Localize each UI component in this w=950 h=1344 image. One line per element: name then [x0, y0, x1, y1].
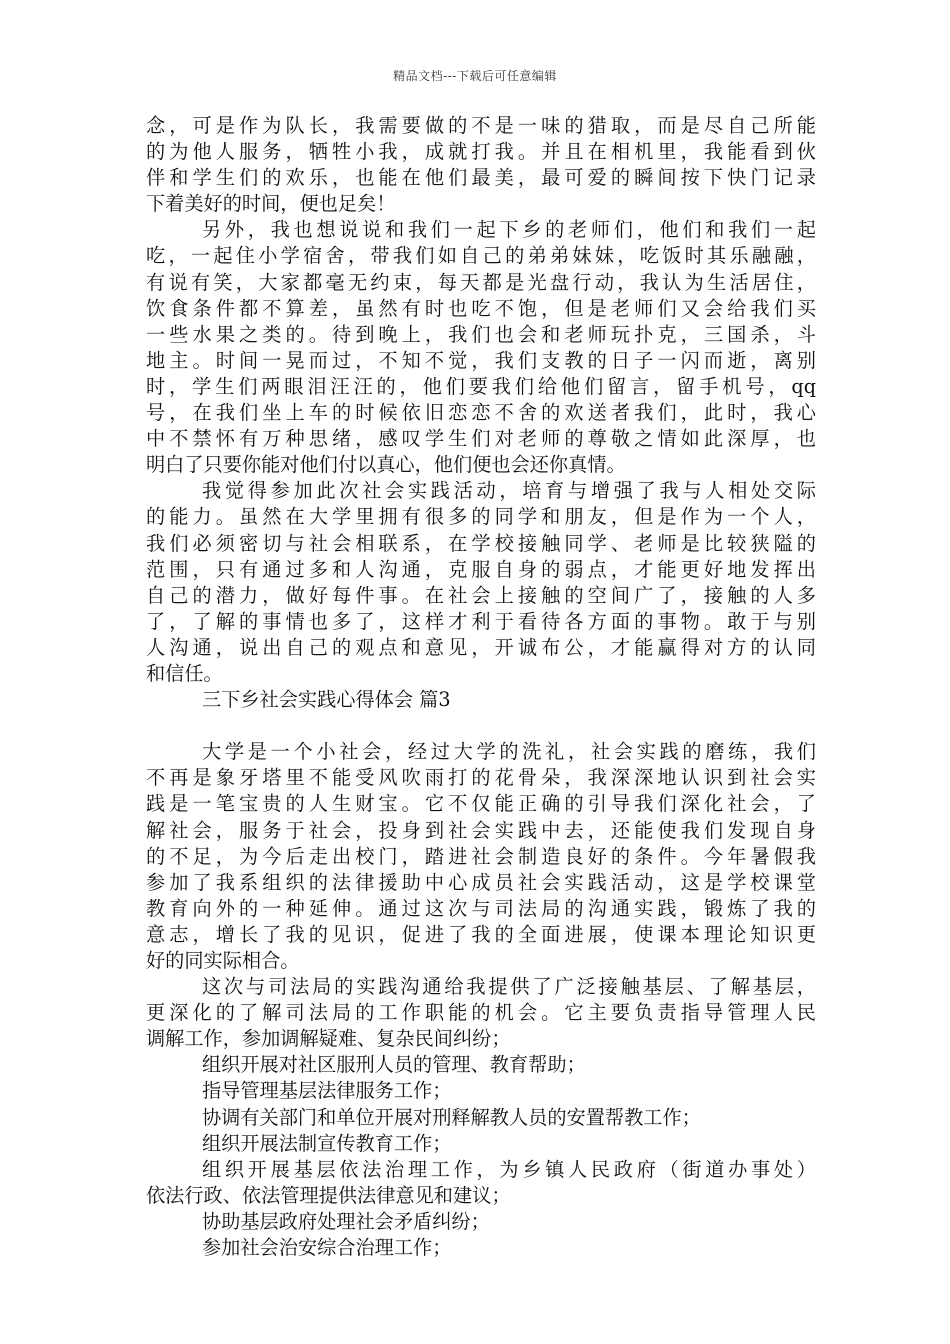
text-line: 指导管理基层法律服务工作；: [202, 1079, 452, 1103]
text-line: 组织开展基层依法治理工作，为乡镇人民政府（街道办事处）: [202, 1157, 816, 1181]
text-line: 了，了解的事情也多了，这样才利于看待各方面的事物。敢于与别: [146, 609, 816, 633]
text-line: 另外，我也想说说和我们一起下乡的老师们，他们和我们一起: [202, 218, 816, 242]
text-line: 伴和学生们的欢乐，也能在他们最美，最可爱的瞬间按下快门记录: [146, 166, 816, 190]
text-line: 践是一笔宝贵的人生财宝。它不仅能正确的引导我们深化社会，了: [146, 792, 816, 816]
document-body: [146, 113, 816, 1261]
text-line: 一些水果之类的。待到晚上，我们也会和老师玩扑克，三国杀，斗: [146, 322, 816, 346]
text-line: 念，可是作为队长，我需要做的不是一味的猎取，而是尽自己所能: [146, 114, 816, 137]
text-line: 解社会，服务于社会，投身到社会实践中去，还能使我们发现自身: [146, 818, 816, 842]
section-heading: 三下乡社会实践心得体会 篇3: [202, 688, 451, 712]
text-line: 协调有关部门和单位开展对刑释解教人员的安置帮教工作；: [202, 1105, 701, 1129]
text-line: 意志，增长了我的见识，促进了我的全面进展，使课本理论知识更: [146, 922, 816, 946]
text-line: 不再是象牙塔里不能受风吹雨打的花骨朵，我深深地认识到社会实: [146, 766, 816, 790]
text-line: 更深化的了解司法局的工作职能的机会。它主要负责指导管理人民: [146, 1001, 816, 1025]
text-line: 吃，一起住小学宿舍，带我们如自己的弟弟妹妹，吃饭时其乐融融，: [146, 244, 816, 268]
page-header: 精品文档---下载后可任意编辑: [393, 69, 557, 83]
text-line: 大学是一个小社会，经过大学的洗礼，社会实践的磨练，我们: [202, 740, 816, 764]
text-line: 教育向外的一种延伸。通过这次与司法局的沟通实践，锻炼了我的: [146, 896, 816, 920]
text-line: 我们必须密切与社会相联系，在学校接触同学、老师是比较狭隘的: [146, 531, 816, 555]
text-line: 的能力。虽然在大学里拥有很多的同学和朋友，但是作为一个人，: [146, 505, 816, 529]
text-line: 好的同实际相合。: [146, 949, 300, 972]
text-line: 的不足，为今后走出校门，踏进社会制造良好的条件。今年暑假我: [146, 844, 816, 868]
text-line: 依法行政、依法管理提供法律意见和建议；: [146, 1183, 511, 1207]
text-line: 协助基层政府处理社会矛盾纠纷；: [202, 1209, 490, 1233]
text-line: 范围，只有通过多和人沟通，克服自身的弱点，才能更好地发挥出: [146, 557, 816, 581]
blank-line: [146, 713, 816, 739]
text-line: 时，学生们两眼泪汪汪的，他们要我们给他们留言，留手机号，qq: [146, 374, 816, 398]
text-line: 组织开展法制宣传教育工作；: [202, 1131, 452, 1155]
text-line: 的为他人服务，牺牲小我，成就打我。并且在相机里，我能看到伙: [146, 140, 816, 164]
text-line: 这次与司法局的实践沟通给我提供了广泛接触基层、了解基层，: [202, 975, 816, 999]
text-line: 号，在我们坐上车的时候依旧恋恋不舍的欢送者我们，此时，我心: [146, 401, 816, 425]
text-line: 和信任。: [146, 661, 223, 685]
text-line: 地主。时间一晃而过，不知不觉，我们支教的日子一闪而逝，离别: [146, 348, 816, 372]
text-line: 参加了我系组织的法律援助中心成员社会实践活动，这是学校课堂: [146, 870, 816, 894]
text-line: 组织开展对社区服刑人员的管理、教育帮助；: [202, 1053, 586, 1077]
text-line: 有说有笑，大家都毫无约束，每天都是光盘行动，我认为生活居住，: [146, 270, 816, 294]
text-line: 下着美好的时间，便也足矣！: [146, 192, 396, 216]
text-line: 中不禁怀有万种思绪，感叹学生们对老师的尊敬之情如此深厚，也: [146, 427, 816, 451]
text-line: 饮食条件都不算差，虽然有时也吃不饱，但是老师们又会给我们买: [146, 296, 816, 320]
text-line: 人沟通，说出自己的观点和意见，开诚布公，才能赢得对方的认同: [146, 635, 816, 659]
text-line: 我觉得参加此次社会实践活动，培育与增强了我与人相处交际: [202, 479, 816, 503]
text-line: 自己的潜力，做好每件事。在社会上接触的空间广了，接触的人多: [146, 583, 816, 607]
text-line: 明白了只要你能对他们付以真心，他们便也会还你真情。: [146, 453, 626, 477]
text-line: 调解工作，参加调解疑难、复杂民间纠纷；: [146, 1027, 511, 1051]
text-line: 参加社会治安综合治理工作；: [202, 1236, 452, 1260]
